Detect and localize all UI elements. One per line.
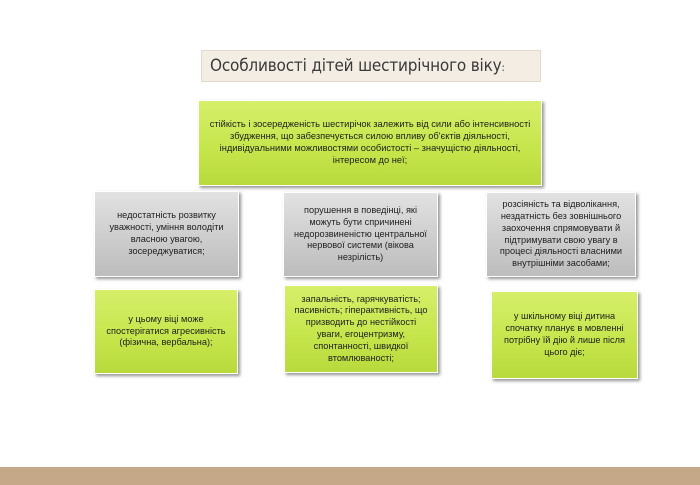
- middle-box-center-text: порушення в поведінці, які можуть бути спричинені недорозвиненістю центральної нервової системи (вікова незрілість): [294, 205, 427, 263]
- middle-box-right-text: розсіяність та відволікання, нездатність без зовнішнього заохочення спрямовувати й підтримувати свою увагу в процесі діяльності власними внутрішніми засобами;: [499, 199, 623, 269]
- footer-bar: [0, 467, 700, 485]
- bottom-box-right: [491, 291, 638, 379]
- page-title: [210, 56, 505, 76]
- middle-box-left: [94, 191, 239, 277]
- title-box: [201, 50, 541, 82]
- page-title-colon: :: [501, 61, 505, 74]
- top-box: [198, 100, 542, 186]
- middle-box-right: [486, 192, 636, 277]
- bottom-box-right-text: у шкільному віці дитина спочатку планує в мовленні потрібну їй дію й лише після цього діє;: [504, 311, 625, 357]
- bottom-box-center-text: запальність, гарячкуватість; пасивність; гіперактивність, що призводить до нестійкості уваги, егоцентризму, спонтанності, швидкої втомлюваності;: [294, 293, 428, 363]
- middle-box-left-text: недостатність розвитку уважності, уміння володіти власною увагою, зосереджуватися;: [109, 210, 224, 256]
- bottom-box-left: [94, 289, 238, 374]
- bottom-box-left-text: у цьому віці може спостерігатися агресивність (фізична, вербальна);: [106, 313, 226, 348]
- top-box-text: стійкість і зосередженість шестирічок залежить від сили або інтенсивності збудження, що забезпечується силою впливу об'єктів діяльності, індивідуальними можливостями особистості – значущістю діяльності, інтересом до неї;: [209, 119, 531, 165]
- middle-box-center: [283, 192, 438, 277]
- bottom-box-center: [284, 285, 438, 373]
- page-title-text: Особливості дітей шестирічного віку: [210, 56, 502, 76]
